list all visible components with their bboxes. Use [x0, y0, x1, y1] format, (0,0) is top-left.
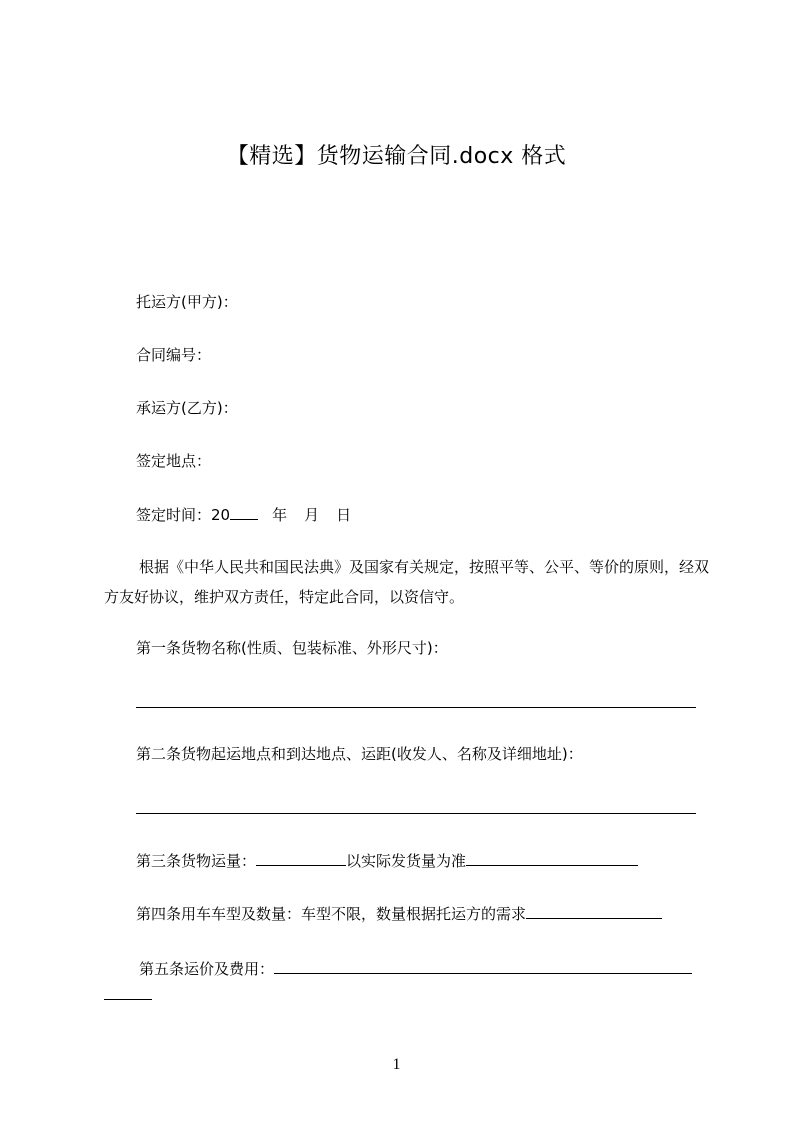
article-3-label: 第三条货物运量： — [136, 852, 257, 870]
article-4 — [136, 902, 662, 925]
carrier-field: 承运方(乙方)： — [136, 399, 238, 417]
article-2: 第二条货物起运地点和到达地点、运距(收发人、名称及详细地址)： — [136, 745, 583, 763]
sign-time-field — [136, 503, 351, 526]
sign-time-label: 签定时间：20 — [136, 506, 231, 524]
article-2-fill-line — [136, 813, 696, 814]
sign-place-field: 签定地点： — [136, 452, 212, 470]
article-5-blank — [274, 957, 692, 974]
consignor-field: 托运方(甲方)： — [136, 293, 238, 311]
page-number: 1 — [392, 1056, 401, 1073]
sign-time-day: 日 — [336, 506, 352, 524]
article-3-blank-2 — [466, 849, 638, 866]
article-5-continuation-line — [104, 999, 152, 1000]
article-5 — [139, 957, 692, 980]
sign-time-year: 年 — [272, 506, 288, 524]
article-4-text: 第四条用车车型及数量：车型不限，数量根据托运方的需求 — [136, 905, 527, 923]
article-4-blank — [526, 902, 662, 919]
article-3-mid: 以实际发货量为准 — [346, 852, 467, 870]
article-1: 第一条货物名称(性质、包装标准、外形尺寸)： — [136, 639, 448, 657]
article-3 — [136, 849, 638, 872]
document-title: 【精选】货物运输合同.docx 格式 — [226, 144, 567, 169]
article-3-blank-1 — [256, 849, 346, 866]
sign-time-month: 月 — [304, 506, 320, 524]
article-5-label: 第五条运价及费用： — [139, 960, 275, 978]
article-1-fill-line — [136, 707, 696, 708]
contract-number-field: 合同编号： — [136, 346, 212, 364]
year-blank — [230, 503, 258, 520]
intro-paragraph: 根据《中华人民共和国民法典》及国家有关规定，按照平等、公平、等价的原则，经双方友好协议，维护双方责任，特定此合同，以资信守。 — [104, 558, 710, 606]
